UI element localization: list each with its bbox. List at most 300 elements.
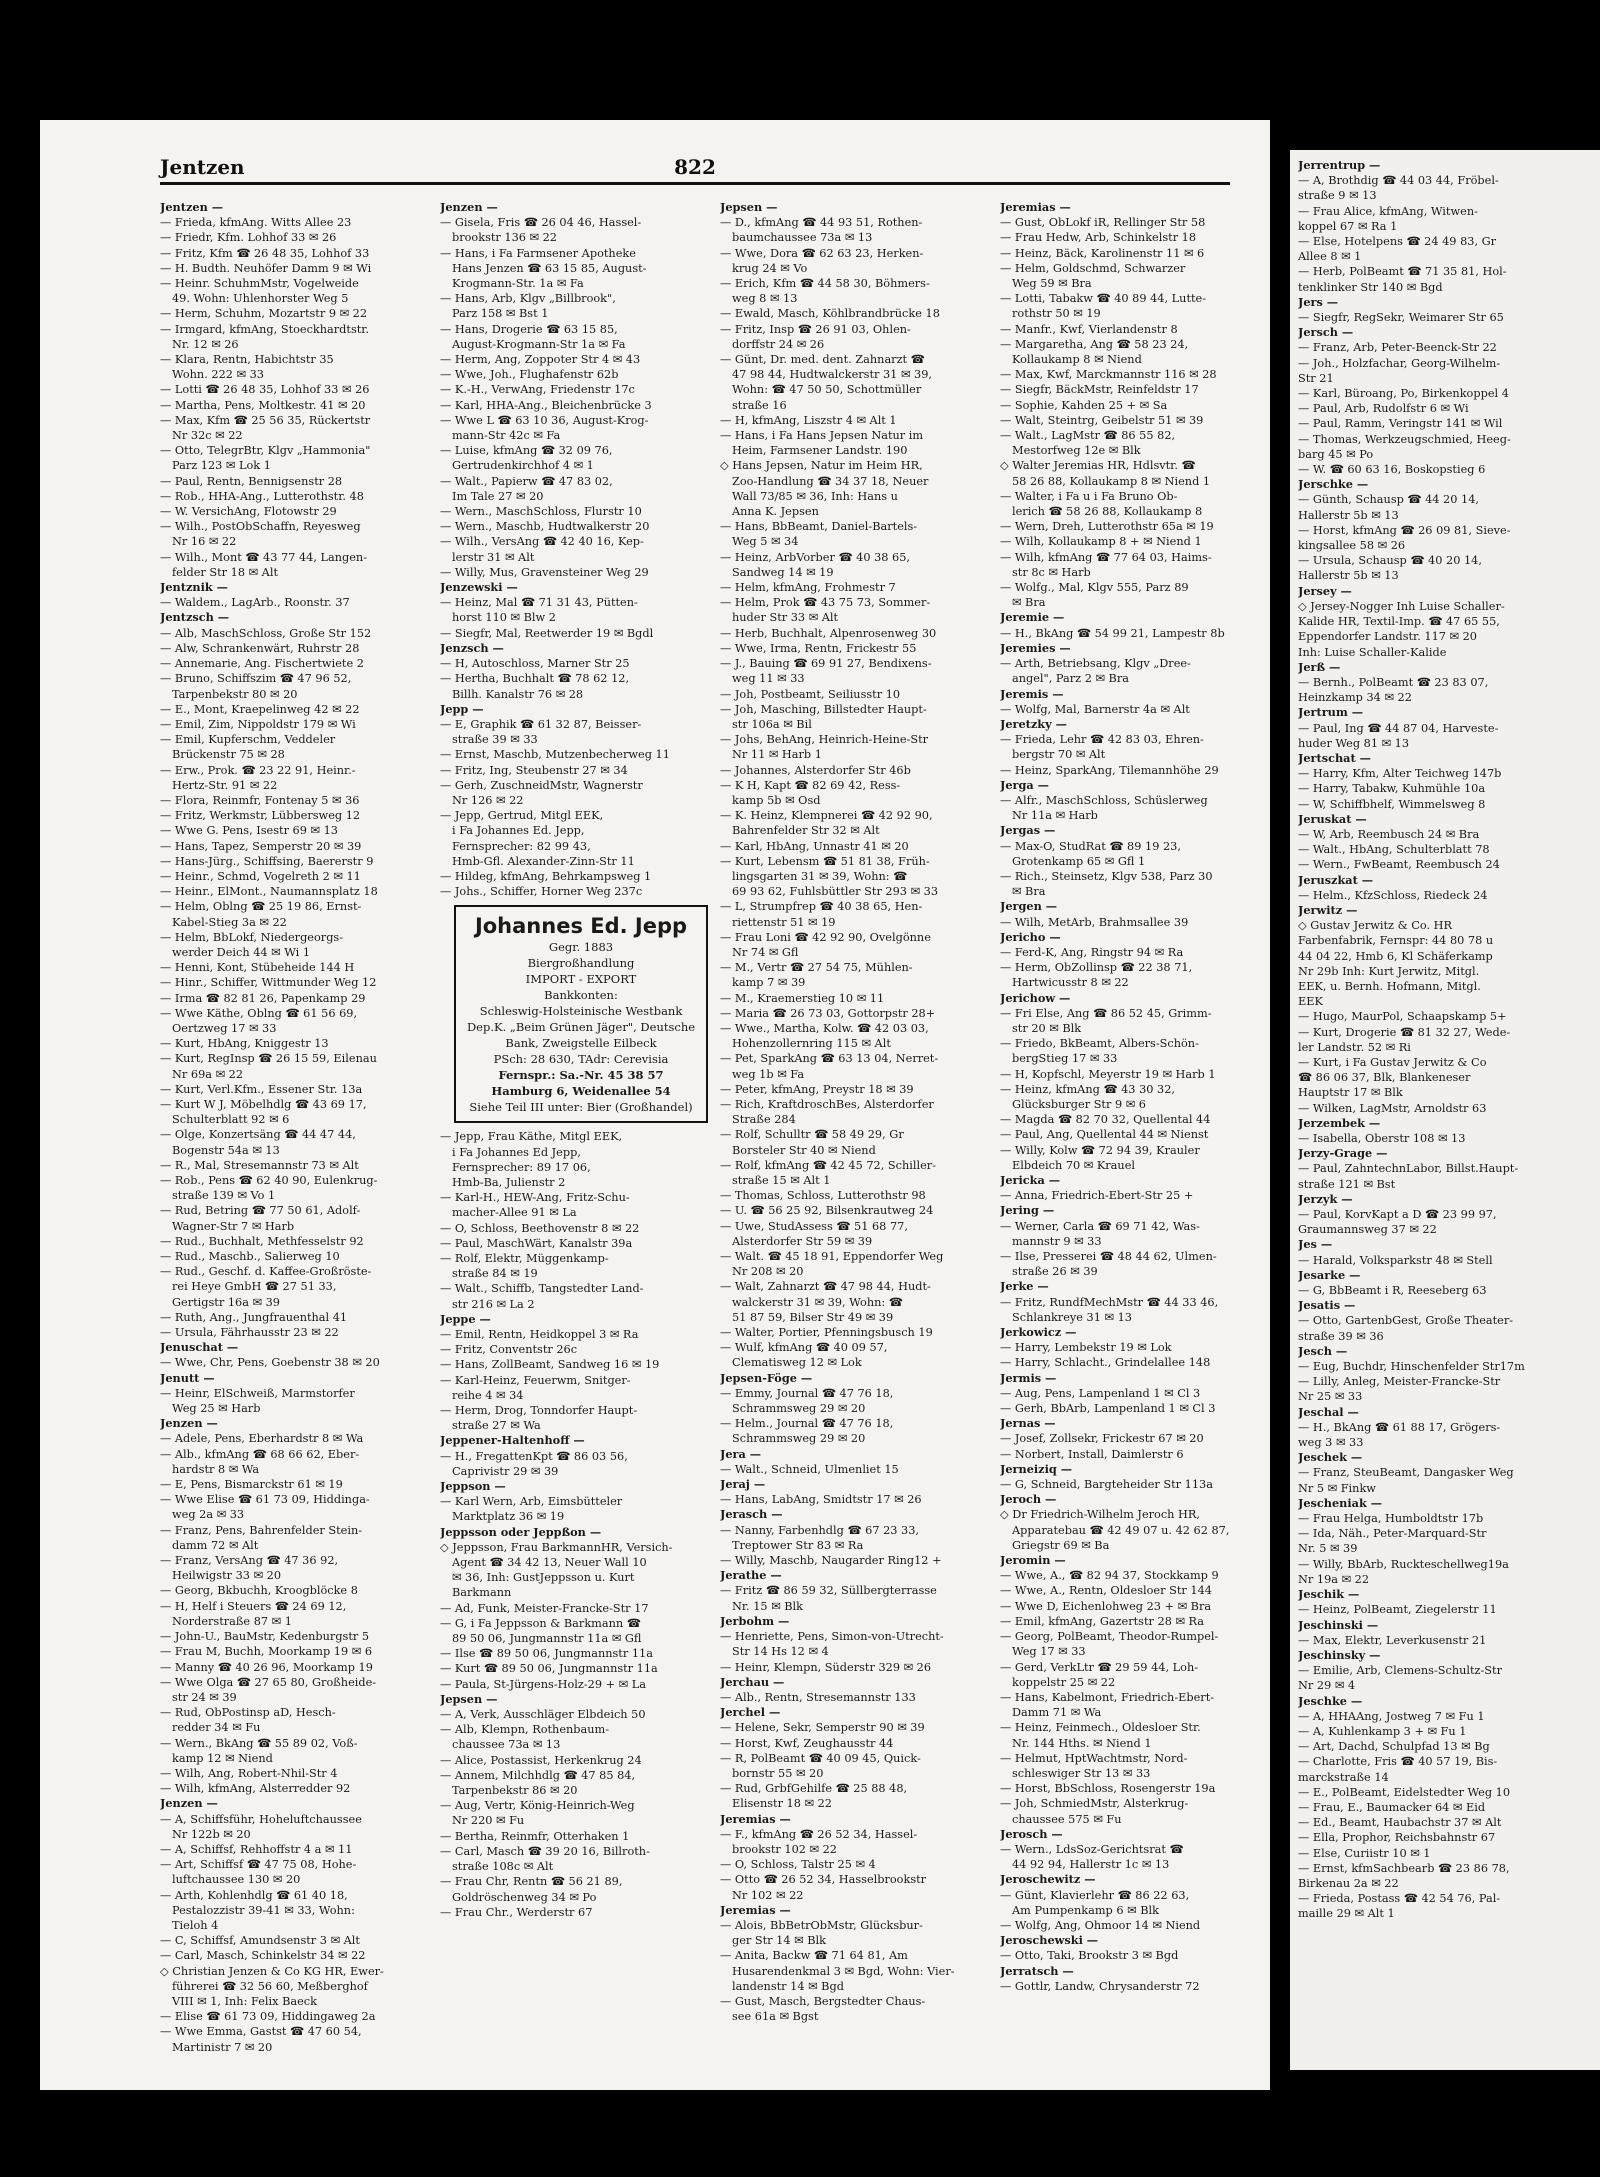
directory-entry: — Wwe, A., Rentn, Oldesloer Str 144 (1000, 1584, 1212, 1598)
directory-entry: Anna K. Jepsen (732, 505, 819, 519)
directory-entry: — G, BbBeamt i R, Reeseberg 63 (1298, 1284, 1487, 1298)
directory-entry: — Fritz, Kfm ☎ 26 48 35, Lohhof 33 (160, 246, 370, 260)
directory-entry: — Art, Schiffsf ☎ 47 75 08, Hohe- (160, 1858, 357, 1872)
directory-entry: — Kurt, Lebensm ☎ 51 81 38, Früh- (720, 854, 930, 868)
directory-entry: — Erw., Prok. ☎ 23 22 91, Heinr.- (160, 763, 356, 777)
directory-entry: — Arth, Kohlenhdlg ☎ 61 40 18, (160, 1888, 348, 1902)
directory-entry: — H. Budth. Neuhöfer Damm 9 ✉ Wi (160, 261, 372, 275)
ad-bank-heading: Bankkonten: (544, 988, 618, 1003)
directory-entry: str 24 ✉ 39 (172, 1690, 237, 1704)
directory-entry: brookstr 102 ✉ 22 (732, 1842, 837, 1856)
directory-entry: ◇ Dr Friedrich-Wilhelm Jeroch HR, (1000, 1508, 1200, 1522)
directory-entry: — Walt., Papierw ☎ 47 83 02, (440, 474, 613, 488)
directory-entry: 69 93 62, Fuhlsbüttler Str 293 ✉ 33 (732, 885, 939, 899)
directory-entry: — Siegfr, Mal, Reetwerder 19 ✉ Bgdl (440, 626, 654, 640)
directory-entry: — Max, Kfm ☎ 25 56 35, Rückertstr (160, 413, 371, 427)
directory-entry: — Walter, Portier, Pfenningsbusch 19 (720, 1326, 933, 1340)
directory-entry: 51 87 59, Bilser Str 49 ✉ 39 (732, 1310, 894, 1324)
surname-heading: Jerchel — (720, 1705, 781, 1720)
directory-entry: — Kurt W J, Möbelhdlg ☎ 43 69 17, (160, 1097, 367, 1111)
directory-entry: — Helm., Journal ☎ 47 76 18, (720, 1417, 894, 1431)
directory-entry: — Wern, Dreh, Lutterothstr 65a ✉ 19 (1000, 520, 1214, 534)
directory-entry: — Walt., LagMstr ☎ 86 55 82, (1000, 429, 1176, 443)
surname-heading: Jernas — (1000, 1416, 1056, 1431)
directory-entry: maille 29 ✉ Alt 1 (1298, 1907, 1395, 1921)
directory-entry: — Carl, Masch ☎ 39 20 16, Billroth- (440, 1844, 650, 1858)
directory-entry: Hallerstr 5b ✉ 13 (1298, 508, 1399, 522)
directory-entry: Alsterdorfer Str 59 ✉ 39 (732, 1234, 873, 1248)
column-2 (440, 200, 710, 2080)
directory-entry: hardstr 8 ✉ Wa (172, 1462, 260, 1476)
directory-entry: straße 26 ✉ 39 (1012, 1265, 1098, 1279)
directory-entry: straße 121 ✉ Bst (1298, 1177, 1396, 1191)
directory-entry: — Rud, GrbfGehilfe ☎ 25 88 48, (720, 1782, 908, 1796)
surname-heading: Jeremias — (720, 1902, 791, 1917)
directory-entry: — Aug, Pens, Lampenland 1 ✉ Cl 3 (1000, 1386, 1201, 1400)
surname-heading: Jenzen — (440, 200, 498, 214)
surname-heading: Jeroch — (1000, 1492, 1057, 1507)
directory-entry: — Siegfr, RegSekr, Weimarer Str 65 (1298, 311, 1504, 325)
directory-entry: — Karl Wern, Arb, Eimsbütteler (440, 1495, 623, 1509)
directory-entry: 44 92 94, Hallerstr 1c ✉ 13 (1012, 1858, 1170, 1872)
directory-entry: straße 9 ✉ 13 (1298, 189, 1377, 203)
directory-entry: Nr 102 ✉ 22 (732, 1888, 804, 1902)
directory-entry: Barkmann (452, 1586, 512, 1600)
directory-entry: — Art, Dachd, Schulpfad 13 ✉ Bg (1298, 1740, 1490, 1754)
directory-entry: Caprivistr 29 ✉ 39 (452, 1464, 559, 1478)
directory-entry: EEK (1298, 995, 1323, 1009)
surname-heading: Jepsen — (440, 1691, 498, 1706)
directory-entry: — Hans, Drogerie ☎ 63 15 85, (440, 322, 618, 336)
directory-entry: Straße 284 (732, 1113, 796, 1127)
directory-entry: — Gerh, BbArb, Lampenland 1 ✉ Cl 3 (1000, 1402, 1216, 1416)
directory-entry: — Max, Kwf, Marckmannstr 116 ✉ 28 (1000, 368, 1217, 382)
directory-entry: Nr 208 ✉ 20 (732, 1265, 804, 1279)
directory-entry: — Carl, Masch, Schinkelstr 34 ✉ 22 (160, 1949, 366, 1963)
directory-entry: Borsteler Str 40 ✉ Niend (732, 1143, 876, 1157)
directory-entry: huder Weg 81 ✉ 13 (1298, 736, 1410, 750)
directory-entry: 44 04 22, Hmb 6, Kl Schäferkamp (1298, 949, 1493, 963)
directory-entry: — Paul, Ing ☎ 44 87 04, Harveste- (1298, 721, 1499, 735)
directory-entry: — Wwe Emma, Gastst ☎ 47 60 54, (160, 2025, 362, 2039)
directory-entry: 58 26 88, Kollaukamp 8 ✉ Niend 1 (1012, 474, 1211, 488)
directory-entry: Goldröschenweg 34 ✉ Po (452, 1890, 597, 1904)
directory-entry: — Frieda, Lehr ☎ 42 83 03, Ehren- (1000, 733, 1204, 747)
directory-entry: — Frau Alice, kfmAng, Witwen- (1298, 204, 1478, 218)
directory-entry: — Werner, Carla ☎ 69 71 42, Was- (1000, 1219, 1200, 1233)
directory-entry: Kollaukamp 8 ✉ Niend (1012, 353, 1142, 367)
directory-entry: werder Deich 44 ✉ Wi 1 (172, 945, 311, 959)
directory-entry: — Frau Helga, Humboldtstr 17b (1298, 1512, 1484, 1526)
directory-entry: — Wwe, A., ☎ 82 94 37, Stockkamp 9 (1000, 1569, 1219, 1583)
directory-entry: — Fritz, Insp ☎ 26 91 03, Ohlen- (720, 322, 911, 336)
directory-entry: — Bernh., PolBeamt ☎ 23 83 07, (1298, 675, 1489, 689)
directory-entry: Heinzkamp 34 ✉ 22 (1298, 691, 1412, 705)
directory-entry: — Flora, Reinmfr, Fontenay 5 ✉ 36 (160, 793, 360, 807)
directory-entry: Hartwicusstr 8 ✉ 22 (1012, 976, 1129, 990)
surname-heading: Jescheniak — (1298, 1495, 1383, 1510)
directory-entry: — H, Kopfschl, Meyerstr 19 ✉ Harb 1 (1000, 1067, 1216, 1081)
directory-entry: — Hans, BbBeamt, Daniel-Bartels- (720, 520, 918, 534)
directory-entry: Heim, Farmsener Landstr. 190 (732, 444, 908, 458)
directory-entry: — Helmut, HptWachtmstr, Nord- (1000, 1751, 1188, 1765)
directory-entry: — Wolfg, Ang, Ohmoor 14 ✉ Niend (1000, 1918, 1201, 1932)
directory-entry: — Ilse ☎ 89 50 06, Jungmannstr 11a (440, 1647, 653, 1661)
directory-entry: ✉ 36, Inh: GustJeppsson u. Kurt (452, 1571, 635, 1585)
directory-entry: — Franz, Pens, Bahrenfelder Stein- (160, 1523, 363, 1537)
surname-heading: Jeretzky — (1000, 716, 1067, 731)
surname-heading: Jergas — (1000, 823, 1056, 838)
surname-heading: Jera — (720, 1446, 762, 1461)
ad-postal-check: PSch: 28 630, TAdr: Cerevisia (493, 1052, 669, 1067)
directory-entry: — Gerh, ZuschneidMstr, Wagnerstr (440, 778, 643, 792)
directory-entry: — Peter, kfmAng, Preystr 18 ✉ 39 (720, 1082, 914, 1096)
directory-entry: Birkenau 2a ✉ 22 (1298, 1876, 1399, 1890)
directory-entry: — Rob., Pens ☎ 62 40 90, Eulenkrug- (160, 1174, 378, 1187)
directory-entry: Krogmann-Str. 1a ✉ Fa (452, 277, 584, 291)
directory-entry: Weg 25 ✉ Harb (172, 1402, 261, 1416)
directory-entry: — Walt, Steintrg, Geibelstr 51 ✉ 39 (1000, 413, 1204, 427)
directory-entry: — Hans, i Fa Farmsener Apotheke (440, 246, 636, 260)
directory-entry: — Wern., FwBeamt, Reembusch 24 (1298, 858, 1500, 872)
directory-entry: — A, Brothdig ☎ 44 03 44, Fröbel- (1298, 174, 1499, 188)
directory-entry: Bogenstr 54a ✉ 13 (172, 1143, 280, 1157)
directory-entry: — Emil, Zim, Nippoldstr 179 ✉ Wi (160, 717, 356, 731)
directory-entry: Nr. 5 ✉ 39 (1298, 1542, 1358, 1556)
directory-entry: — Otto, GartenbGest, Große Theater- (1298, 1314, 1514, 1328)
directory-entry: Schrammsweg 29 ✉ 20 (732, 1402, 866, 1416)
directory-entry: macher-Allee 91 ✉ La (452, 1206, 577, 1220)
surname-heading: Jeppe — (440, 1311, 491, 1326)
directory-entry: riettenstr 51 ✉ 19 (732, 915, 836, 929)
surname-heading: Jenutt — (160, 1370, 215, 1385)
surname-heading: Jenzewski — (440, 580, 518, 595)
surname-heading: Jerbohm — (720, 1613, 790, 1628)
directory-entry: — Wwe Elise ☎ 61 73 09, Hiddinga- (160, 1493, 370, 1507)
directory-entry: — Günt, Klavierlehr ☎ 86 22 63, (1000, 1888, 1190, 1902)
directory-entry: Brückenstr 75 ✉ 28 (172, 748, 285, 762)
directory-entry: i Fa Johannes Ed. Jepp, (452, 824, 585, 838)
directory-entry: Hauptstr 17 ✉ Blk (1298, 1086, 1403, 1100)
directory-entry: — Hans, LabAng, Smidtstr 17 ✉ 26 (720, 1493, 922, 1507)
directory-entry: — Heinr, ElSchweiß, Marmstorfer (160, 1386, 355, 1400)
directory-entry: — Heinz, Mal ☎ 71 31 43, Pütten- (440, 596, 638, 610)
directory-entry: — Frau Hedw, Arb, Schinkelstr 18 (1000, 231, 1197, 245)
directory-entry: — Rud, ObPostinsp aD, Hesch- (160, 1706, 336, 1720)
directory-entry: Nr 29b Inh: Kurt Jerwitz, Mitgl. (1298, 964, 1480, 978)
directory-entry: — E, Pens, Bismarckstr 61 ✉ 19 (160, 1478, 343, 1492)
directory-entry: lerich ☎ 58 26 88, Kollaukamp 8 (1012, 505, 1203, 519)
directory-entry: ◇ Gustav Jerwitz & Co. HR (1298, 919, 1453, 933)
surname-heading: Jeraj — (720, 1477, 766, 1492)
directory-entry: — Isabella, Oberstr 108 ✉ 13 (1298, 1132, 1466, 1145)
directory-entry: — Ruth, Ang., Jungfrauenthal 41 (160, 1310, 348, 1324)
directory-entry: — Nanny, Farbenhdlg ☎ 67 23 33, (720, 1523, 920, 1537)
directory-entry: — Frau Chr., Werderstr 67 (440, 1905, 593, 1919)
directory-entry: — H, Helf i Steuers ☎ 24 69 12, (160, 1599, 347, 1613)
directory-entry: — Wilh, Kollaukamp 8 + ✉ Niend 1 (1000, 535, 1202, 549)
directory-entry: Nr 220 ✉ Fu (452, 1814, 525, 1828)
directory-entry: Grotenkamp 65 ✉ Gfl 1 (1012, 854, 1146, 868)
surname-heading: Jeschik — (1298, 1587, 1360, 1602)
directory-entry: — Emmy, Journal ☎ 47 76 18, (720, 1386, 894, 1400)
directory-entry: brookstr 136 ✉ 22 (452, 231, 557, 245)
column-3 (720, 200, 990, 2080)
directory-entry: — Paul, Ramm, Veringstr 141 ✉ Wil (1298, 417, 1503, 431)
directory-entry: — Fri Else, Ang ☎ 86 52 45, Grimm- (1000, 1006, 1212, 1020)
directory-entry: — Fritz, Werkmstr, Lübbersweg 12 (160, 809, 361, 823)
directory-entry: — Wern., BkAng ☎ 55 89 02, Voß- (160, 1736, 358, 1750)
directory-entry: — Wwe, Irma, Rentn, Frickestr 55 (720, 641, 917, 655)
directory-entry: — Hertha, Buchhalt ☎ 78 62 12, (440, 672, 630, 686)
directory-entry: — Ed., Beamt, Haubachstr 37 ✉ Alt (1298, 1816, 1502, 1830)
directory-entry: — Fritz, Ing, Steubenstr 27 ✉ 34 (440, 763, 628, 777)
directory-entry: Griegstr 69 ✉ Ba (1012, 1538, 1110, 1552)
surname-heading: Jerosch — (1000, 1826, 1063, 1841)
directory-entry: August-Krogmann-Str 1a ✉ Fa (452, 337, 626, 351)
directory-entry: — Harald, Volksparkstr 48 ✉ Stell (1298, 1253, 1493, 1267)
directory-entry: — Waldem., LagArb., Roonstr. 37 (160, 596, 350, 610)
directory-entry: ◇ Christian Jenzen & Co KG HR, Ewer- (160, 1964, 384, 1978)
directory-page (40, 120, 1270, 2090)
directory-entry: — Adele, Pens, Eberhardstr 8 ✉ Wa (160, 1432, 364, 1446)
directory-entry: — M., Kraemerstieg 10 ✉ 11 (720, 991, 885, 1005)
directory-entry: — Herm, Drog, Tonndorfer Haupt- (440, 1404, 638, 1417)
surname-heading: Jerzy-Grage — (1298, 1146, 1388, 1161)
directory-entry: Billh. Kanalstr 76 ✉ 28 (452, 687, 584, 701)
directory-entry: — Frau Chr, Rentn ☎ 56 21 89, (440, 1875, 623, 1889)
directory-entry: — Fritz, RundfMechMstr ☎ 44 33 46, (1000, 1295, 1219, 1309)
directory-entry: — Rud., Buchhalt, Methfesselstr 92 (160, 1234, 364, 1248)
directory-entry: — W, Schiffbhelf, Wimmelsweg 8 (1298, 797, 1486, 811)
directory-entry: Glücksburger Str 9 ✉ 6 (1012, 1097, 1146, 1111)
surname-heading: Jeruskat — (1298, 811, 1367, 826)
surname-heading: Jeschal — (1298, 1404, 1359, 1419)
directory-entry: — K. Heinz, Klempnerei ☎ 42 92 90, (720, 809, 933, 823)
directory-entry: schleswiger Str 13 ✉ 33 (1012, 1766, 1151, 1780)
directory-entry: — Walt., Schneid, Ulmenliet 15 (720, 1462, 899, 1476)
directory-entry: — Paul, Arb, Rudolfstr 6 ✉ Wi (1298, 402, 1469, 416)
directory-entry: — Heinz, ArbVorber ☎ 40 38 65, (720, 550, 911, 564)
directory-entry: Fernsprecher: 89 17 06, (452, 1160, 591, 1174)
directory-entry: — Walt. ☎ 45 18 91, Eppendorfer Weg (720, 1250, 944, 1264)
directory-entry: Weg 17 ✉ 33 (1012, 1645, 1086, 1659)
directory-entry: — Ella, Prophor, Reichsbahnstr 67 (1298, 1831, 1496, 1845)
directory-entry: dorffstr 24 ✉ 26 (732, 337, 825, 351)
directory-entry: — Hans, Kabelmont, Friedrich-Ebert- (1000, 1690, 1215, 1704)
directory-entry: — Wwe L ☎ 63 10 36, August-Krog- (440, 413, 649, 427)
directory-entry: Tarpenbekstr 80 ✉ 20 (172, 687, 298, 701)
directory-entry: — Kurt, Verl.Kfm., Essener Str. 13a (160, 1082, 363, 1096)
directory-entry: — Gisela, Fris ☎ 26 04 46, Hassel- (440, 216, 642, 230)
directory-entry: — G, i Fa Jeppsson & Barkmann ☎ (440, 1616, 641, 1630)
directory-entry: — Wolfg., Mal, Klgv 555, Parz 89 (1000, 581, 1189, 595)
directory-entry: — Karl-H., HEW-Ang, Fritz-Schu- (440, 1191, 630, 1205)
directory-entry: marckstraße 14 (1298, 1770, 1389, 1784)
directory-entry: — Manfr., Kwf, Vierlandenstr 8 (1000, 322, 1178, 336)
directory-entry: — Herm, Schuhm, Mozartstr 9 ✉ 22 (160, 307, 368, 321)
directory-entry: — Olge, Konzertsäng ☎ 44 47 44, (160, 1128, 356, 1142)
surname-heading: Jentznik — (160, 580, 228, 595)
surname-heading: Jerasch — (720, 1507, 783, 1522)
surname-heading: Jersey — (1298, 583, 1352, 598)
directory-entry: — Max, Elektr, Leverkusenstr 21 (1298, 1633, 1487, 1647)
directory-entry: — Anna, Friedrich-Ebert-Str 25 + (1000, 1189, 1194, 1203)
ad-founded: Gegr. 1883 (548, 940, 614, 955)
surname-heading: Jersch — (1298, 325, 1354, 340)
directory-entry: straße 108c ✉ Alt (452, 1860, 554, 1874)
surname-heading: Jerratsch — (1000, 1963, 1074, 1978)
surname-heading: Jericka — (1000, 1173, 1061, 1187)
directory-entry: ger Str 14 ✉ Blk (732, 1934, 826, 1948)
directory-entry: Treptower Str 83 ✉ Ra (732, 1538, 864, 1552)
directory-entry: Hallerstr 5b ✉ 13 (1298, 569, 1399, 583)
directory-entry: — Horst, kfmAng ☎ 26 09 81, Sieve- (1298, 523, 1511, 537)
directory-entry: — Hinr., Schiffer, Wittmunder Weg 12 (160, 976, 377, 990)
directory-entry: huder Str 33 ✉ Alt (732, 611, 839, 625)
directory-entry: weg 3 ✉ 33 (1298, 1436, 1364, 1450)
directory-entry: — Gust, ObLokf iR, Rellinger Str 58 (1000, 216, 1206, 230)
directory-entry: Schrammsweg 29 ✉ 20 (732, 1432, 866, 1446)
directory-entry: — Walter, i Fa u i Fa Bruno Ob- (1000, 489, 1178, 503)
directory-entry: — Maria ☎ 26 73 03, Gottorpstr 28+ (720, 1006, 936, 1020)
directory-entry: ✉ Bra (1012, 596, 1046, 610)
surname-heading: Jentzsch — (160, 610, 230, 625)
directory-entry: — Pet, SparkAng ☎ 63 13 04, Nerret- (720, 1052, 939, 1066)
directory-entry: — Walt., Schiffb, Tangstedter Land- (440, 1282, 644, 1296)
directory-entry: — Ursula, Fährhausstr 23 ✉ 22 (160, 1326, 339, 1340)
directory-entry: — Jepp, Frau Käthe, Mitgl EEK, (440, 1130, 623, 1144)
directory-entry: — H., BkAng ☎ 61 88 17, Grögers- (1298, 1420, 1501, 1434)
directory-entry: — Kurt, Drogerie ☎ 81 32 27, Wede- (1298, 1025, 1511, 1039)
directory-entry: Allee 8 ✉ 1 (1298, 250, 1362, 264)
directory-entry: — Wern., Maschb, Hudtwalkerstr 20 (440, 520, 650, 534)
directory-entry: Hmb-Gfl. Alexander-Zinn-Str 11 (452, 854, 635, 868)
directory-entry: — A, Schiffsführ, Hoheluftchaussee (160, 1812, 362, 1826)
directory-entry: — Eug, Buchdr, Hinschenfelder Str17m (1298, 1360, 1525, 1374)
directory-entry: koppelstr 25 ✉ 22 (1012, 1675, 1116, 1689)
surname-heading: Jepsen-Föge — (720, 1370, 813, 1385)
directory-entry: — Frau, E., Baumacker 64 ✉ Eid (1298, 1800, 1486, 1814)
facing-page-column (1298, 158, 1600, 1922)
directory-entry: Pestalozzistr 39-41 ✉ 33, Wohn: (172, 1903, 355, 1917)
facing-page (1290, 150, 1600, 2070)
directory-entry: — Fritz ☎ 86 59 32, Süllbergterrasse (720, 1584, 937, 1598)
directory-entry: — Rud., Maschb., Salierweg 10 (160, 1250, 340, 1264)
surname-heading: Jermis — (1000, 1370, 1057, 1385)
directory-entry: — Wwe Käthe, Oblng ☎ 61 56 69, (160, 1006, 358, 1020)
surname-heading: Jerchau — (720, 1674, 785, 1689)
directory-entry: — John-U., BauMstr, Kedenburgstr 5 (160, 1630, 370, 1644)
directory-entry: Wagner-Str 7 ✉ Harb (172, 1219, 295, 1233)
surname-heading: Jertrum — (1298, 705, 1364, 720)
directory-entry: Parz 123 ✉ Lok 1 (172, 459, 271, 473)
surname-heading: Jeppener-Haltenhoff — (440, 1433, 585, 1448)
directory-entry: — Uwe, StudAssess ☎ 51 68 77, (720, 1219, 908, 1233)
directory-entry: — Siegfr, BäckMstr, Reinfeldstr 17 (1000, 383, 1199, 397)
directory-entry: Heilwigstr 33 ✉ 20 (172, 1569, 282, 1583)
directory-entry: str 216 ✉ La 2 (452, 1297, 535, 1311)
directory-entry: Hmb-Ba, Julienstr 2 (452, 1175, 566, 1189)
directory-entry: Nr 32c ✉ 22 (172, 429, 243, 443)
surname-heading: Jeruszkat — (1298, 872, 1374, 887)
surname-heading: Jerschke — (1298, 477, 1369, 492)
surname-heading: Jepsen — (720, 200, 778, 214)
directory-entry: — Josef, Zollsekr, Frickestr 67 ✉ 20 (1000, 1432, 1204, 1446)
directory-entry: Gertrudenkirchhof 4 ✉ 1 (452, 459, 594, 473)
directory-entry: — Willy, Maschb, Naugarder Ring12 + (720, 1554, 942, 1568)
directory-entry: — L, Strumpfrep ☎ 40 38 65, Hen- (720, 900, 923, 914)
surname-heading: Jerneiziq — (1000, 1461, 1073, 1476)
directory-entry: kamp 12 ✉ Niend (172, 1751, 273, 1765)
directory-entry: weg 8 ✉ 13 (732, 292, 798, 306)
directory-entry: — Aug, Vertr, König-Heinrich-Weg (440, 1799, 635, 1813)
directory-entry: Wall 73/85 ✉ 36, Inh: Hans u (732, 489, 898, 503)
directory-entry: straße 39 ✉ 33 (452, 733, 538, 747)
directory-entry: Schulterblatt 92 ✉ 6 (172, 1113, 290, 1127)
ad-trade-2: IMPORT - EXPORT (525, 972, 637, 987)
directory-entry: — Kurt, RegInsp ☎ 26 15 59, Eilenau (160, 1052, 377, 1066)
directory-entry: — Alice, Postassist, Herkenkrug 24 (440, 1753, 642, 1767)
directory-entry: — Harry, Lembekstr 19 ✉ Lok (1000, 1341, 1172, 1355)
directory-entry: — Horst, BbSchloss, Rosengerstr 19a (1000, 1782, 1216, 1796)
surname-heading: Jerichow — (1000, 990, 1071, 1005)
directory-entry: lingsgarten 31 ✉ 39, Wohn: ☎ (732, 869, 908, 883)
directory-entry: — Walt, Zahnarzt ☎ 47 98 44, Hudt- (720, 1280, 931, 1294)
directory-entry: — Georg, Bkbuchh, Kroogblöcke 8 (160, 1584, 358, 1598)
surname-heading: Jerzyk — (1298, 1191, 1353, 1206)
surname-heading: Jepp — (440, 701, 484, 716)
directory-entry: — Karl, HHA-Ang., Bleichenbrücke 3 (440, 398, 652, 412)
surname-heading: Jerrentrup — (1298, 158, 1381, 172)
directory-entry: — Heinz, SparkAng, Tilemannhöhe 29 (1000, 763, 1219, 777)
directory-entry: — Heinz, Feinmech., Oldesloer Str. (1000, 1721, 1201, 1735)
surname-heading: Jeremias — (1000, 200, 1071, 214)
surname-heading: Jeroschewitz — (1000, 1872, 1096, 1887)
directory-entry: — O, Schloss, Talstr 25 ✉ 4 (720, 1858, 876, 1872)
directory-entry: — W. VersichAng, Flotowstr 29 (160, 505, 337, 519)
ad-bank-lines: Schleswig-Holsteinische Westbank Dep.K. „Beim Grünen Jäger", Deutsche Bank, Zweigstelle Eilbeck (466, 1004, 696, 1051)
directory-entry: — Johs, BehAng, Heinrich-Heine-Str (720, 733, 929, 747)
directory-entry: 47 98 44, Hudtwalckerstr 31 ✉ 39, (732, 368, 932, 382)
directory-entry: straße 139 ✉ Vo 1 (172, 1189, 276, 1203)
directory-entry: — Wilh, Ang, Robert-Nhil-Str 4 (160, 1766, 338, 1780)
surname-heading: Jericho — (1000, 929, 1061, 944)
directory-entry: VIII ✉ 1, Inh: Felix Baeck (172, 1994, 317, 2008)
directory-entry: — R, PolBeamt ☎ 40 09 45, Quick- (720, 1751, 921, 1765)
directory-entry: — Lotti ☎ 26 48 35, Lohhof 33 ✉ 26 (160, 383, 370, 397)
directory-entry: damm 72 ✉ Alt (172, 1538, 259, 1552)
directory-entry: — Helm, Goldschmd, Schwarzer (1000, 261, 1186, 275)
directory-entry: Husarendenkmal 3 ✉ Bgd, Wohn: Vier- (732, 1964, 955, 1978)
directory-entry: — M., Vertr ☎ 27 54 75, Mühlen- (720, 961, 913, 975)
directory-entry: — Magda ☎ 82 70 32, Quellental 44 (1000, 1113, 1211, 1127)
page-header (160, 155, 1230, 195)
directory-entry: Marktplatz 36 ✉ 19 (452, 1510, 565, 1524)
surname-heading: Jesatis — (1298, 1298, 1356, 1313)
directory-entry: — E., PolBeamt, Eidelstedter Weg 10 (1298, 1785, 1511, 1799)
directory-entry: — Heinr., Schmd, Vogelreth 2 ✉ 11 (160, 869, 361, 883)
directory-entry: — Ad, Funk, Meister-Francke-Str 17 (440, 1601, 649, 1615)
directory-entry: — Gottlr, Landw, Chrysanderstr 72 (1000, 1979, 1200, 1993)
directory-entry: — Herm, ObZollinsp ☎ 22 38 71, (1000, 961, 1193, 975)
directory-entry: — Thomas, Werkzeugschmied, Heeg- (1298, 432, 1511, 446)
directory-entry: — Hans, i Fa Hans Jepsen Natur im (720, 429, 924, 443)
directory-entry: — Wilh., PostObSchaffn, Reyesweg (160, 520, 361, 534)
directory-entry: weg 2a ✉ 33 (172, 1508, 245, 1522)
directory-entry: str 8c ✉ Harb (1012, 565, 1091, 579)
directory-entry: Weg 5 ✉ 34 (732, 535, 799, 549)
